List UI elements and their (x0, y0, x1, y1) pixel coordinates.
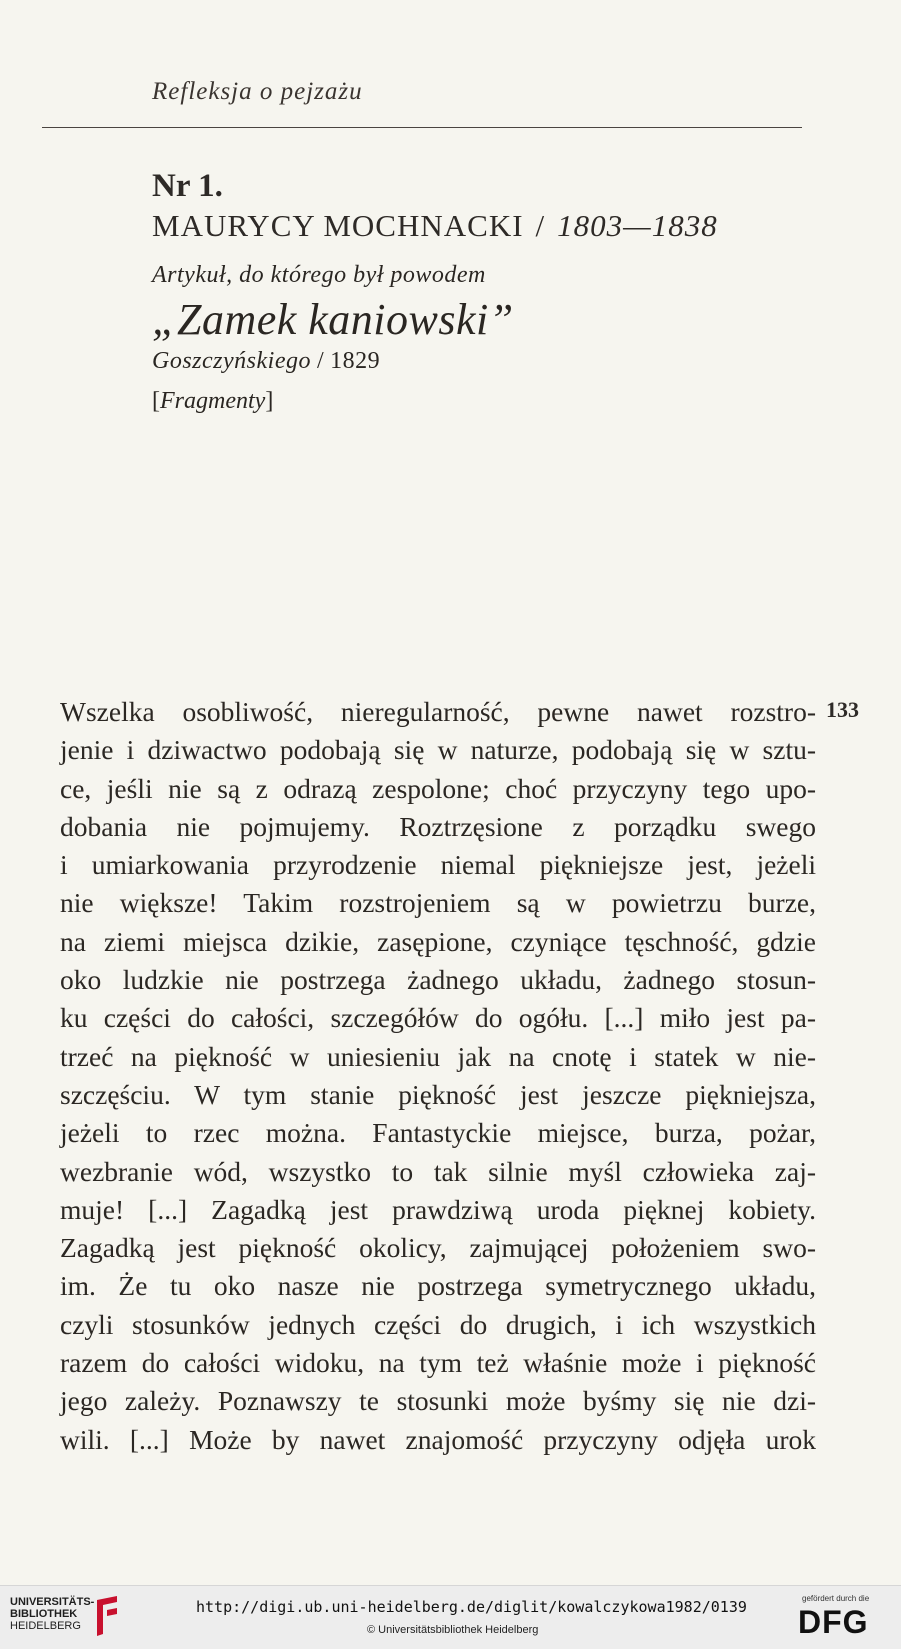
text-line: ku części do całości, szczegółów do ogółu. [...] miło jest pa- (60, 1002, 816, 1034)
text-line: Zagadką jest piękność okolicy, zajmującej położeniem swo- (60, 1232, 816, 1264)
author-dates: 1803—1838 (557, 208, 718, 243)
dfg-logo[interactable]: DFG (798, 1604, 869, 1640)
bracket-open: [ (152, 388, 160, 414)
text-line: na ziemi miejsca dzikie, zasępione, czyniące tęschność, gdzie (60, 925, 816, 957)
text-line: Wszelka osobliwość, nieregularność, pewne nawet rozstro- (60, 696, 816, 727)
text-line: ce, jeśli nie są z odrazą zespolone; choć przyczyny tego upo- (60, 772, 816, 804)
text-line: muje! [...] Zagadką jest prawdziwą uroda pięknej kobiety. (60, 1193, 816, 1225)
author-separator: / (535, 208, 546, 243)
text-line: jego zależy. Poznawszy te stosunki może byśmy się nie dzi- (60, 1385, 816, 1417)
bracket-close: ] (265, 388, 274, 414)
work-title: „Zamek kaniowski” (152, 295, 514, 344)
logo-line: UNIVERSITÄTS- (10, 1596, 95, 1608)
running-title: Refleksja o pejzażu (152, 78, 363, 105)
text-line: im. Że tu oko nasze nie postrzega symetrycznego układu, (60, 1270, 816, 1302)
fragments-note (152, 388, 273, 415)
work-author-line (152, 348, 380, 375)
text-line: wezbranie wód, wszystko to tak silnie myśl człowieka zaj- (60, 1155, 816, 1187)
text-line: jeżeli to rzec można. Fantastyckie miejsce, burza, pożar, (60, 1117, 816, 1149)
text-line: czyli stosunków jednych części do drugich, i ich wszystkich (60, 1308, 816, 1340)
copyright-notice: © Universitätsbibliothek Heidelberg (367, 1624, 539, 1636)
text-line: szczęściu. W tym stanie piękność jest jeszcze piękniejsza, (60, 1078, 816, 1110)
viewer-footer (0, 1585, 901, 1649)
text-line: razem do całości widoku, na tym też właśnie może i piękność (60, 1347, 816, 1379)
ub-logo-icon (93, 1594, 121, 1638)
text-line: i umiarkowania przyrodzenie niemal piękniejsze jest, jeżeli (60, 849, 816, 881)
author-line (152, 208, 718, 244)
permalink-url[interactable]: http://digi.ub.uni-heidelberg.de/diglit/kowalczykowa1982/0139 (196, 1598, 747, 1616)
article-subtitle: Artykuł, do którego był powodem (152, 262, 486, 288)
text-line: trzeć na piękność w uniesieniu jak na cnotę i statek w nie- (60, 1040, 816, 1072)
ub-heidelberg-logo[interactable] (10, 1596, 94, 1632)
author-name: MAURYCY MOCHNACKI (152, 208, 524, 243)
text-line: nie większe! Takim rozstrojeniem są w powietrzu burze, (60, 887, 816, 919)
header-rule (42, 127, 802, 128)
text-line: jenie i dziwactwo podobają się w naturze, podobają się w sztu- (60, 734, 816, 766)
entry-number: Nr 1. (152, 168, 223, 204)
logo-line: HEIDELBERG (10, 1620, 81, 1632)
work-author: Goszczyńskiego (152, 348, 311, 374)
logo-line: BIBLIOTHEK (10, 1608, 78, 1620)
fragments-label: Fragmenty (160, 388, 266, 414)
text-line: dobania nie pojmujemy. Roztrzęsione z porządku swego (60, 810, 816, 842)
page-number: 133 (826, 697, 859, 722)
work-separator: / (316, 348, 325, 374)
body-text (60, 693, 816, 1459)
text-line: wili. [...] Może by nawet znajomość przyczyny odjęła urok (60, 1423, 816, 1455)
work-year: 1829 (330, 348, 381, 374)
text-line: oko ludzkie nie postrzega żadnego układu, żadnego stosun- (60, 964, 816, 996)
funded-by-label: gefördert durch die (802, 1594, 870, 1603)
